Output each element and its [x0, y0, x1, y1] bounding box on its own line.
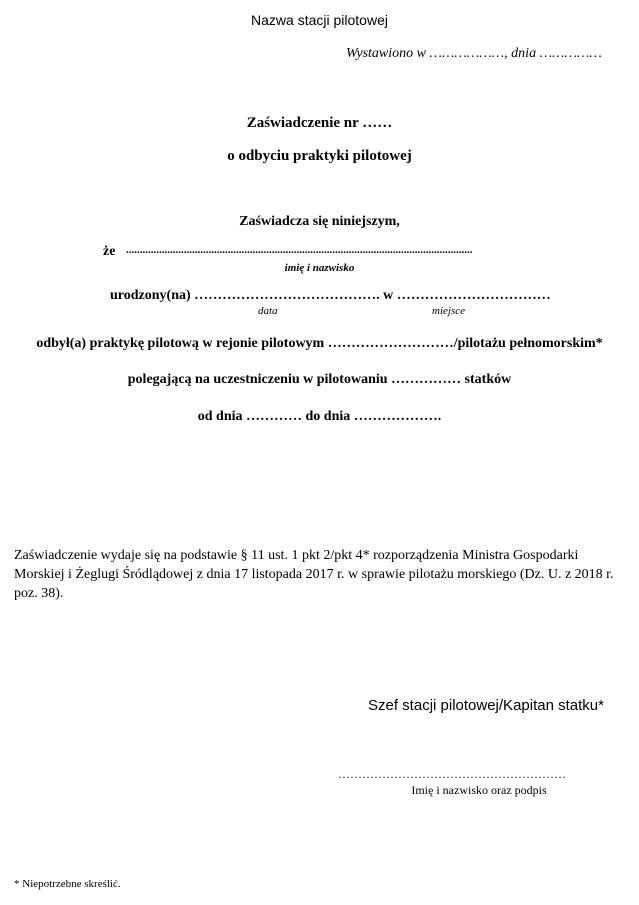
footnote: * Niepotrzebne skreślić. [14, 878, 121, 890]
certify-statement: Zaświadcza się niniejszym, [239, 214, 400, 229]
certificate-subtitle: o odbyciu praktyki pilotowej [227, 148, 412, 164]
signature-caption: Imię i nazwisko oraz podpis [411, 783, 547, 797]
signatory-title: Szef stacji pilotowej/Kapitan statku* [368, 697, 604, 714]
name-caption: imię i nazwisko [284, 262, 355, 274]
birth-line: urodzony(na) …………………………………. w …………………………… [110, 288, 551, 303]
that-label: że [103, 244, 116, 259]
practice-line: odbył(a) praktykę pilotową w rejonie pilotowym ………………………/pilotażu pełnomorskim* [36, 336, 603, 351]
signature-line: ………………………………………………… [338, 767, 566, 781]
name-fill-line: .............................................................................................................................. [126, 244, 473, 256]
station-name: Nazwa stacji pilotowej [251, 12, 388, 28]
birth-place-caption: miejsce [432, 305, 465, 317]
legal-basis-paragraph: Zaświadczenie wydaje się na podstawie § 11 ust. 1 pkt 2/pkt 4* rozporządzenia Ministra Gospodarki Morskiej i Żeglugi Śródlądowej z dnia 17 listopada 2017 r. w sprawie pilotażu morskiego (Dz. U. z 2018 r. poz. 38). [14, 548, 614, 601]
birth-date-caption: data [258, 305, 278, 317]
pilotage-count-line: polegającą na uczestniczeniu w pilotowaniu …………… statków [127, 372, 512, 387]
issued-place-date-line: Wystawiono w ………………, dnia …………… [346, 46, 602, 61]
practice-dates-line: od dnia ………… do dnia ………………. [197, 409, 442, 424]
certificate-title: Zaświadczenie nr …… [246, 115, 393, 131]
